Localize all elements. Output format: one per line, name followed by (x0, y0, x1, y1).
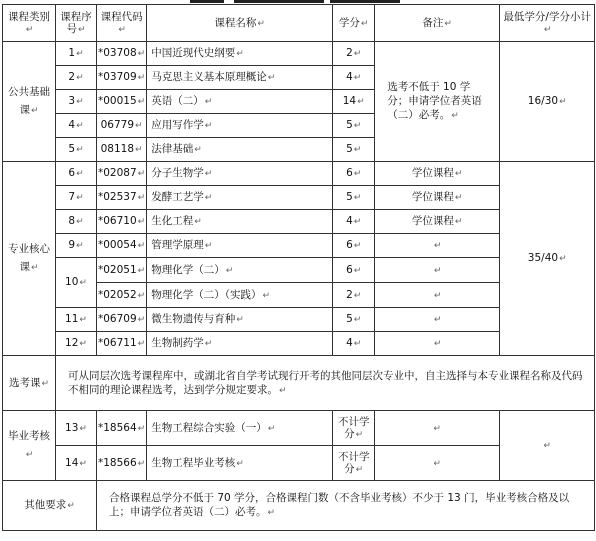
seq-cell: 6↵ (56, 162, 97, 186)
code-cell: *06710↵ (97, 210, 147, 234)
remark-cell: 学位课程↵ (375, 210, 500, 234)
header-row (3, 5, 595, 42)
course-name-cell: 生物工程毕业考核↵ (147, 446, 333, 481)
credit-cell: 14↵ (333, 90, 375, 114)
header-seq: 课程序号↵ (56, 5, 97, 42)
elective-description: 可从同层次选考课程库中，或湖北省自学考试现行开考的其他同层次专业中，自主选择与本专业课程名称及代码不相同的理论课程选考，达到学分规定要求。↵ (56, 356, 595, 411)
table-row (3, 42, 595, 66)
code-cell: *02087↵ (97, 162, 147, 186)
course-name-cell: 微生物遗传与育种↵ (147, 308, 333, 332)
credit-cell: 4↵ (333, 210, 375, 234)
credit-cell: 不计学分↵ (333, 411, 375, 446)
credit-cell: 6↵ (333, 162, 375, 186)
credit-cell: 4↵ (333, 66, 375, 90)
course-name-cell: 分子生物学↵ (147, 162, 333, 186)
remark-cell: ↵ (375, 332, 500, 356)
credit-cell: 6↵ (333, 234, 375, 258)
credit-cell: 5↵ (333, 114, 375, 138)
header-category: 课程类别↵ (3, 5, 56, 42)
other-requirements-text: 合格课程总学分不低于 70 学分，合格课程门数（不含毕业考核）不少于 13 门，毕业考核合格及以上；申请学位者英语（二）必考。↵ (97, 481, 595, 531)
remark-cell: ↵ (375, 308, 500, 332)
credit-cell: 2↵ (333, 42, 375, 66)
course-name-cell: 管理学原理↵ (147, 234, 333, 258)
public-remark: 选考不低于 10 学分；申请学位者英语（二）必考。↵ (375, 42, 500, 162)
course-name-cell: 生化工程↵ (147, 210, 333, 234)
seq-cell: 14↵ (56, 446, 97, 481)
header-code: 课程代码↵ (97, 5, 147, 42)
category-core: 专业核心课↵ (3, 162, 56, 356)
credit-cell: 4↵ (333, 332, 375, 356)
course-name-cell: 物理化学（二）↵ (147, 258, 333, 283)
table-row (3, 162, 595, 186)
seq-cell: 5↵ (56, 138, 97, 162)
code-cell: *00015↵ (97, 90, 147, 114)
seq-cell: 4↵ (56, 114, 97, 138)
code-cell: *03709↵ (97, 66, 147, 90)
credit-cell: 2↵ (333, 283, 375, 308)
code-cell: 08118↵ (97, 138, 147, 162)
code-cell: *02052↵ (97, 283, 147, 308)
public-min-credit: 16/30↵ (500, 42, 595, 162)
header-remark: 备注↵ (375, 5, 500, 42)
core-min-credit: 35/40↵ (500, 162, 595, 356)
seq-cell: 9↵ (56, 234, 97, 258)
course-name-cell: 发酵工艺学↵ (147, 186, 333, 210)
header-min-credit: 最低学分/学分小计↵ (500, 5, 595, 42)
course-name-cell: 法律基础↵ (147, 138, 333, 162)
credit-cell: 5↵ (333, 186, 375, 210)
course-name-cell: 马克思主义基本原理概论↵ (147, 66, 333, 90)
remark-cell: ↵ (375, 234, 500, 258)
code-cell: *18564↵ (97, 411, 147, 446)
elective-row (3, 356, 595, 411)
course-name-cell: 生物工程综合实验（一）↵ (147, 411, 333, 446)
course-name-cell: 应用写作学↵ (147, 114, 333, 138)
category-other: 其他要求↵ (3, 481, 97, 531)
seq-cell: 3↵ (56, 90, 97, 114)
category-public: 公共基础课↵ (3, 42, 56, 162)
course-name-cell: 生物制药学↵ (147, 332, 333, 356)
remark-cell: 学位课程↵ (375, 162, 500, 186)
course-name-cell: 英语（二）↵ (147, 90, 333, 114)
graduation-min-credit: ↵ (500, 411, 595, 481)
code-cell: *02537↵ (97, 186, 147, 210)
credit-cell: 6↵ (333, 258, 375, 283)
seq-cell: 12↵ (56, 332, 97, 356)
course-name-cell: 物理化学（二）（实践）↵ (147, 283, 333, 308)
code-cell: *02051↵ (97, 258, 147, 283)
code-cell: *00054↵ (97, 234, 147, 258)
other-requirements-row (3, 481, 595, 531)
code-cell: 06779↵ (97, 114, 147, 138)
code-cell: *18566↵ (97, 446, 147, 481)
credit-cell: 不计学分↵ (333, 446, 375, 481)
seq-cell: 13↵ (56, 411, 97, 446)
code-cell: *06709↵ (97, 308, 147, 332)
seq-cell: 10↵ (56, 258, 97, 308)
credit-cell: 5↵ (333, 308, 375, 332)
credit-cell: 5↵ (333, 138, 375, 162)
remark-cell: ↵ (375, 411, 500, 446)
remark-cell: ↵ (375, 446, 500, 481)
table-row (3, 411, 595, 446)
category-graduation: 毕业考核↵ (3, 411, 56, 481)
category-elective: 选考课↵ (3, 356, 56, 411)
curriculum-table (2, 4, 595, 531)
seq-cell: 1↵ (56, 42, 97, 66)
remark-cell: ↵ (375, 258, 500, 283)
seq-cell: 8↵ (56, 210, 97, 234)
course-name-cell: 中国近现代史纲要↵ (147, 42, 333, 66)
seq-cell: 2↵ (56, 66, 97, 90)
seq-cell: 7↵ (56, 186, 97, 210)
remark-cell: 学位课程↵ (375, 186, 500, 210)
seq-cell: 11↵ (56, 308, 97, 332)
header-credit: 学分↵ (333, 5, 375, 42)
header-name: 课程名称↵ (147, 5, 333, 42)
code-cell: *03708↵ (97, 42, 147, 66)
code-cell: *06711↵ (97, 332, 147, 356)
remark-cell: ↵ (375, 283, 500, 308)
